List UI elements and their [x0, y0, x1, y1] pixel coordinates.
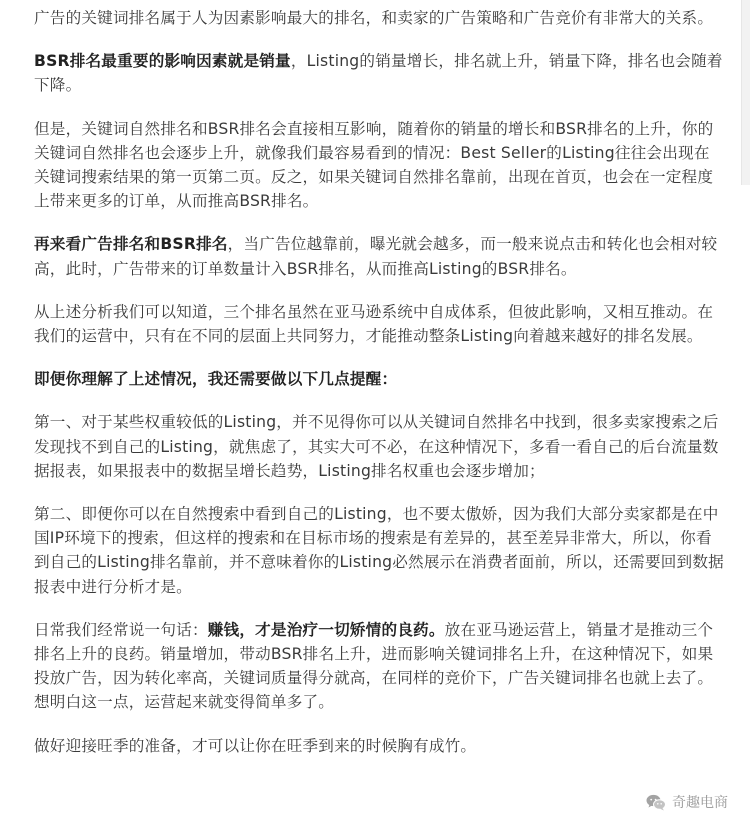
- paragraph-reminder-first: 第一、对于某些权重较低的Listing，并不见得你可以从关键词自然排名中找到，很多卖家搜索之后发现找不到自己的Listing，就焦虑了，其实大可不必，在这种情况下，多看一看自己的后台流量数据报表，如果报表中的数据呈增长趋势，Listing排名权重也会逐步增加；: [34, 413, 719, 480]
- make-money-emphasis: 赚钱，才是治疗一切矫情的良药。: [207, 620, 445, 639]
- ad-bsr-text: ，当广告位越靠前，曝光就会越多，而一般来说点击和转化也会相对较高，此时，广告带来的订单数量计入BSR排名，从而推高Listing的BSR排名。: [34, 235, 718, 278]
- make-money-text: 放在亚马逊运营上，销量才是推动三个排名上升的良药。销量增加，带动BSR排名上升，进而影响关键词排名上升，在这种情况下，如果投放广告，因为转化率高，关键词质量得分就高，在同样的竞价下，广告关键词排名也就上去了。想明白这一点，运营起来就变得简单多了。: [34, 620, 714, 712]
- ad-bsr-emphasis: 再来看广告排名和BSR排名: [34, 235, 228, 254]
- paragraph-ad-ranking: 广告的关键词排名属于人为因素影响最大的排名，和卖家的广告策略和广告竞价有非常大的关系。: [34, 9, 714, 27]
- paragraph-reminder-second: 第二、即便你可以在自然搜索中看到自己的Listing，也不要太傲娇，因为我们大部分卖家都是在中国IP环境下的搜索，但这样的搜索和在目标市场的搜索是有差异的，甚至差异非常大，所以，你看到自己的Listing排名靠前，并不意味着你的Listing必然展示在消费者面前，所以，还需要回到数据报表中进行分析才是。: [34, 505, 724, 596]
- paragraph-ad-bsr: [34, 232, 724, 280]
- scrollbar[interactable]: [741, 0, 750, 185]
- paragraph-summary: 从上述分析我们可以知道，三个排名虽然在亚马逊系统中自成体系，但彼此影响，又相互推动。在我们的运营中，只有在不同的层面上共同努力，才能推动整条Listing向着越来越好的排名发展。: [34, 302, 714, 346]
- paragraph-keyword-bsr: 但是，关键词自然排名和BSR排名会直接相互影响，随着你的销量的增长和BSR排名的上升，你的关键词自然排名也会逐步上升，就像我们最容易看到的情况：Best Seller的Listing往往会出现在关键词搜索结果的第一页第二页。反之，如果关键词自然排名靠前，出现在首页，也会在一定程度上带来更多的订单，从而推高BSR排名。: [34, 119, 714, 211]
- paragraph-peak-season: 做好迎接旺季的准备，才可以让你在旺季到来的时候胸有成竹。: [34, 736, 477, 755]
- paragraph-bsr-sales: [34, 49, 724, 97]
- reminder-heading: 即便你理解了上述情况，我还需要做以下几点提醒：: [34, 370, 398, 389]
- article-body: [34, 6, 724, 777]
- bsr-sales-emphasis: BSR排名最重要的影响因素就是销量: [34, 52, 291, 71]
- make-money-intro: 日常我们经常说一句话：: [34, 620, 208, 639]
- watermark-text: 奇趣电商: [672, 795, 728, 811]
- paragraph-make-money: [34, 618, 724, 715]
- watermark: [646, 792, 728, 812]
- bsr-sales-text: ，Listing的销量增长，排名就上升，销量下降，排名也会随着下降。: [34, 52, 723, 95]
- wechat-icon: [646, 794, 666, 811]
